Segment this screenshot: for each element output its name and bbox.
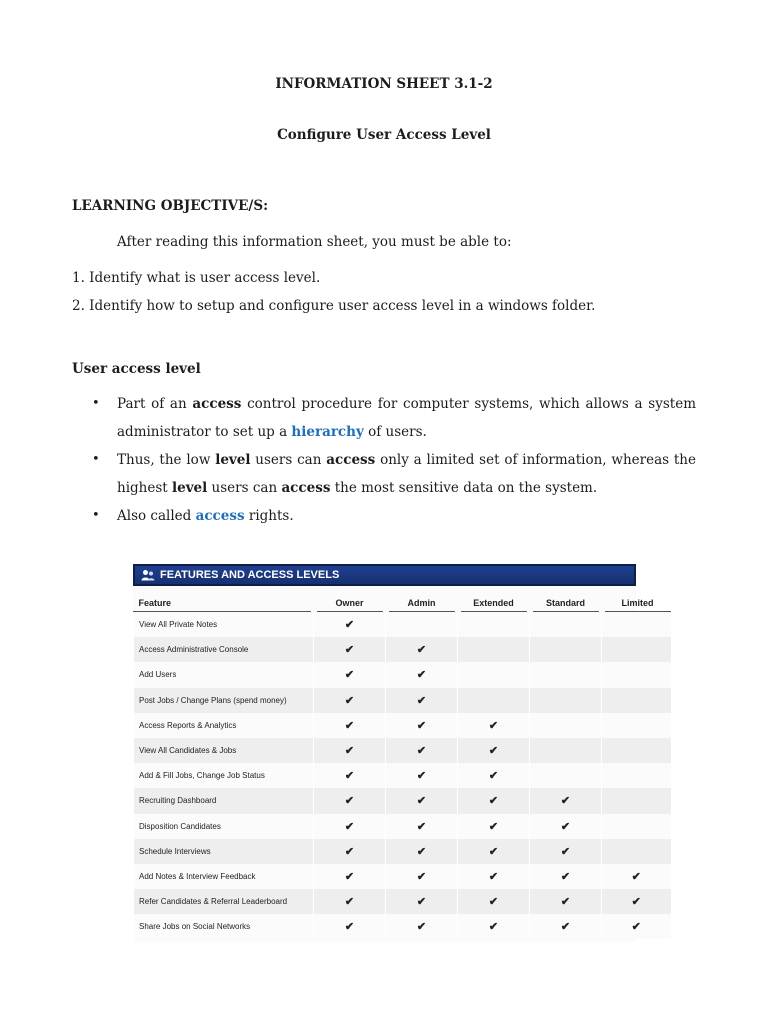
checkmark-icon: ✔	[416, 669, 427, 682]
bullet-text: Also called	[117, 508, 196, 524]
checkmark-icon: ✔	[344, 619, 355, 632]
checkmark-icon: ✔	[560, 845, 571, 858]
access-cell-standard	[530, 788, 602, 813]
access-cell-extended	[458, 612, 530, 638]
checkmark-icon: ✔	[488, 896, 499, 909]
checkmark-icon: ✔	[488, 795, 499, 808]
checkmark-icon: ✔	[416, 644, 427, 657]
access-cell-limited	[602, 889, 671, 914]
user-access-level-heading: User access level	[72, 361, 201, 377]
checkmark-icon: ✔	[416, 896, 427, 909]
table-row	[134, 814, 671, 839]
access-cell-standard	[530, 637, 602, 662]
checkmark-icon: ✔	[416, 770, 427, 783]
bullet-text: the most sensitive data on the system.	[330, 480, 598, 496]
table-row	[134, 889, 671, 914]
access-cell-owner	[314, 713, 386, 738]
access-cell-extended	[458, 637, 530, 662]
access-cell-owner	[314, 688, 386, 713]
table-row	[134, 864, 671, 889]
access-cell-owner	[314, 864, 386, 889]
feature-cell: Post Jobs / Change Plans (spend money)	[134, 688, 314, 713]
checkmark-icon: ✔	[416, 870, 427, 883]
feature-cell: Recruiting Dashboard	[134, 788, 314, 813]
table-row	[134, 839, 671, 864]
checkmark-icon: ✔	[560, 896, 571, 909]
access-cell-admin	[386, 763, 458, 788]
access-cell-extended	[458, 688, 530, 713]
checkmark-icon: ✔	[344, 745, 355, 758]
checkmark-icon: ✔	[488, 719, 499, 732]
access-cell-owner	[314, 914, 386, 939]
access-cell-admin	[386, 814, 458, 839]
table-header-row	[134, 594, 671, 612]
feature-cell: Access Reports & Analytics	[134, 713, 314, 738]
bullet-text: Thus, the low	[117, 452, 216, 468]
access-cell-extended	[458, 864, 530, 889]
access-cell-limited	[602, 814, 671, 839]
feature-cell: Access Administrative Console	[134, 637, 314, 662]
access-cell-limited	[602, 688, 671, 713]
feature-cell: Add & Fill Jobs, Change Job Status	[134, 763, 314, 788]
table-row	[134, 788, 671, 813]
table-row	[134, 738, 671, 763]
access-level-grid	[133, 594, 671, 939]
access-cell-admin	[386, 839, 458, 864]
keyword: level	[215, 452, 251, 468]
bullet-text: only a limited set of information, whereas the highest	[117, 452, 696, 496]
checkmark-icon: ✔	[344, 694, 355, 707]
checkmark-icon: ✔	[488, 870, 499, 883]
checkmark-icon: ✔	[488, 770, 499, 783]
access-cell-standard	[530, 763, 602, 788]
table-row	[134, 662, 671, 687]
checkmark-icon: ✔	[488, 745, 499, 758]
access-cell-limited	[602, 788, 671, 813]
access-cell-limited	[602, 612, 671, 638]
access-cell-standard	[530, 713, 602, 738]
access-cell-limited	[602, 839, 671, 864]
access-cell-standard	[530, 814, 602, 839]
features-access-levels-table	[133, 564, 654, 942]
keyword-highlight: access	[195, 508, 245, 524]
access-cell-extended	[458, 763, 530, 788]
access-cell-standard	[530, 839, 602, 864]
access-cell-extended	[458, 914, 530, 939]
checkmark-icon: ✔	[631, 921, 641, 934]
access-cell-standard	[530, 738, 602, 763]
access-cell-owner	[314, 763, 386, 788]
access-cell-standard	[530, 662, 602, 687]
access-cell-standard	[530, 612, 602, 638]
checkmark-icon: ✔	[560, 795, 571, 808]
checkmark-icon: ✔	[344, 719, 355, 732]
column-header-extended: Extended	[458, 594, 530, 612]
access-cell-admin	[386, 637, 458, 662]
checkmark-icon: ✔	[344, 820, 355, 833]
access-cell-limited	[602, 738, 671, 763]
table-banner-title: FEATURES AND ACCESS LEVELS	[160, 569, 340, 581]
access-cell-extended	[458, 713, 530, 738]
checkmark-icon: ✔	[416, 820, 427, 833]
checkmark-icon: ✔	[488, 845, 499, 858]
checkmark-icon: ✔	[631, 896, 641, 909]
learning-objectives-intro: After reading this information sheet, you must be able to:	[117, 234, 512, 250]
feature-cell: View All Private Notes	[134, 612, 314, 638]
table-row	[134, 688, 671, 713]
access-cell-owner	[314, 637, 386, 662]
checkmark-icon: ✔	[560, 921, 571, 934]
access-cell-admin	[386, 788, 458, 813]
checkmark-icon: ✔	[344, 845, 355, 858]
access-cell-limited	[602, 662, 671, 687]
checkmark-icon: ✔	[416, 845, 427, 858]
access-cell-admin	[386, 688, 458, 713]
access-cell-owner	[314, 788, 386, 813]
keyword: access	[326, 452, 376, 468]
access-cell-owner	[314, 889, 386, 914]
bullet-text: rights.	[244, 508, 294, 524]
access-cell-limited	[602, 713, 671, 738]
feature-cell: View All Candidates & Jobs	[134, 738, 314, 763]
access-cell-admin	[386, 612, 458, 638]
keyword: access	[192, 396, 242, 412]
feature-cell: Disposition Candidates	[134, 814, 314, 839]
checkmark-icon: ✔	[488, 820, 499, 833]
bullet-item	[92, 446, 696, 502]
access-cell-limited	[602, 763, 671, 788]
table-row	[134, 763, 671, 788]
checkmark-icon: ✔	[344, 644, 355, 657]
column-header-limited: Limited	[602, 594, 671, 612]
bullet-text: Part of an	[117, 396, 193, 412]
access-cell-standard	[530, 914, 602, 939]
column-header-standard: Standard	[530, 594, 602, 612]
table-row	[134, 637, 671, 662]
checkmark-icon: ✔	[416, 795, 427, 808]
access-cell-extended	[458, 839, 530, 864]
access-cell-admin	[386, 713, 458, 738]
feature-cell: Add Notes & Interview Feedback	[134, 864, 314, 889]
access-cell-limited	[602, 864, 671, 889]
access-cell-owner	[314, 814, 386, 839]
access-cell-extended	[458, 788, 530, 813]
bullet-text: of users.	[363, 424, 427, 440]
bullet-item	[92, 502, 696, 530]
access-cell-limited	[602, 637, 671, 662]
feature-cell: Schedule Interviews	[134, 839, 314, 864]
bullet-text: control procedure for computer systems, which allows a system administrator to set up a	[117, 396, 697, 440]
access-cell-admin	[386, 738, 458, 763]
access-cell-owner	[314, 662, 386, 687]
document-title: INFORMATION SHEET 3.1-2	[275, 76, 493, 92]
access-cell-extended	[458, 814, 530, 839]
users-icon	[141, 569, 155, 581]
checkmark-icon: ✔	[344, 896, 355, 909]
checkmark-icon: ✔	[344, 921, 355, 934]
objective-item: 2. Identify how to setup and configure user access level in a windows folder.	[72, 298, 596, 314]
checkmark-icon: ✔	[631, 870, 641, 883]
checkmark-icon: ✔	[416, 694, 427, 707]
access-cell-extended	[458, 662, 530, 687]
access-cell-admin	[386, 889, 458, 914]
feature-cell: Add Users	[134, 662, 314, 687]
bullet-text: users can	[207, 480, 282, 496]
table-row	[134, 713, 671, 738]
objective-item: 1. Identify what is user access level.	[72, 270, 321, 286]
keyword: level	[171, 480, 208, 496]
access-cell-limited	[602, 914, 671, 939]
keyword: access	[281, 480, 331, 496]
access-cell-standard	[530, 688, 602, 713]
access-cell-admin	[386, 864, 458, 889]
checkmark-icon: ✔	[488, 921, 499, 934]
checkmark-icon: ✔	[344, 770, 355, 783]
table-row	[134, 914, 671, 939]
access-cell-owner	[314, 839, 386, 864]
access-cell-admin	[386, 662, 458, 687]
keyword-highlight: hierarchy	[291, 424, 364, 440]
access-cell-owner	[314, 738, 386, 763]
column-header-feature: Feature	[134, 594, 314, 612]
checkmark-icon: ✔	[344, 669, 355, 682]
checkmark-icon: ✔	[344, 795, 355, 808]
access-cell-owner	[314, 612, 386, 638]
access-cell-standard	[530, 864, 602, 889]
checkmark-icon: ✔	[344, 870, 355, 883]
feature-cell: Share Jobs on Social Networks	[134, 914, 314, 939]
bullet-item	[92, 390, 696, 446]
checkmark-icon: ✔	[416, 921, 427, 934]
learning-objectives-heading: LEARNING OBJECTIVE/S:	[72, 198, 269, 214]
feature-cell: Refer Candidates & Referral Leaderboard	[134, 889, 314, 914]
column-header-owner: Owner	[314, 594, 386, 612]
access-cell-standard	[530, 889, 602, 914]
table-row	[134, 612, 671, 638]
checkmark-icon: ✔	[416, 719, 427, 732]
checkmark-icon: ✔	[560, 820, 571, 833]
checkmark-icon: ✔	[416, 745, 427, 758]
bullet-text: users can	[250, 452, 327, 468]
access-cell-admin	[386, 914, 458, 939]
access-cell-extended	[458, 889, 530, 914]
checkmark-icon: ✔	[560, 870, 571, 883]
access-cell-extended	[458, 738, 530, 763]
document-subtitle: Configure User Access Level	[277, 127, 491, 143]
user-access-level-bullets	[92, 390, 696, 530]
table-banner	[133, 564, 636, 586]
column-header-admin: Admin	[386, 594, 458, 612]
